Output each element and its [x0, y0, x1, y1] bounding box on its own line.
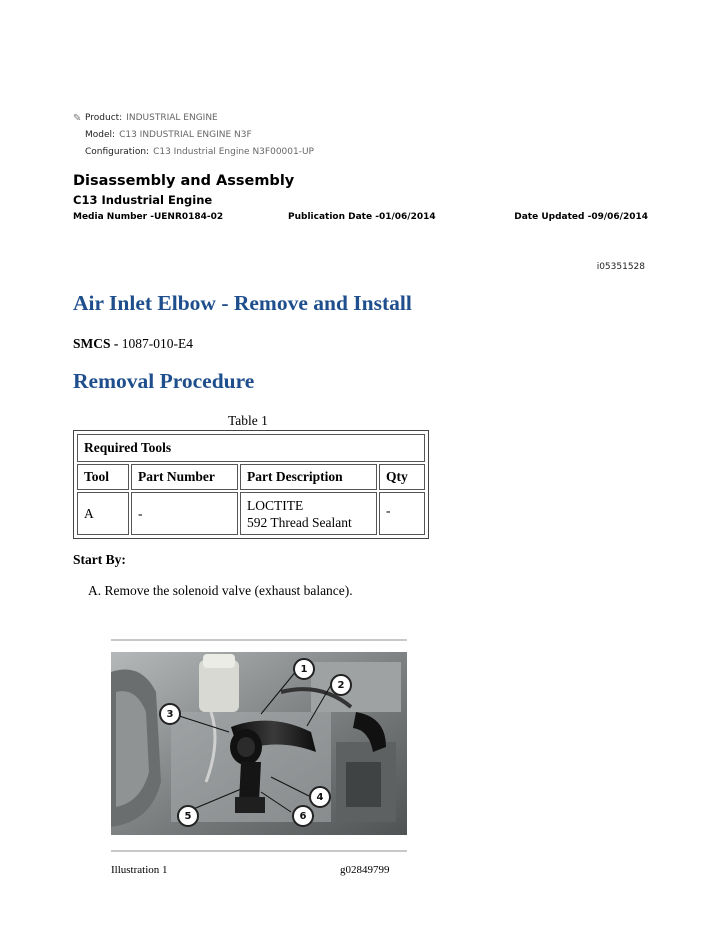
- column-header-part-description: Part Description: [240, 464, 377, 490]
- model-row: [73, 127, 314, 144]
- column-header-qty: Qty: [379, 464, 425, 490]
- table-title: Required Tools: [77, 434, 425, 462]
- table-caption: Table 1: [228, 413, 268, 428]
- media-number: Media Number -UENR0184-02: [73, 212, 224, 222]
- smcs-code: [73, 336, 193, 352]
- wrench-icon: ✎: [73, 113, 82, 124]
- product-label: Product:: [85, 113, 123, 123]
- main-heading: Air Inlet Elbow - Remove and Install: [73, 291, 412, 315]
- callout-6: 6: [292, 805, 314, 827]
- step-a: [88, 583, 353, 599]
- cell-part-description: [240, 492, 377, 535]
- part-description-line-2: 592 Thread Sealant: [247, 514, 352, 530]
- illustration-caption: Illustration 1: [111, 864, 168, 876]
- model-label: Model:: [85, 130, 116, 140]
- config-value: C13 Industrial Engine N3F00001-UP: [153, 147, 314, 157]
- callout-5: 5: [177, 805, 199, 827]
- callout-4: 4: [309, 786, 331, 808]
- step-text: Remove the solenoid valve (exhaust balance).: [104, 583, 353, 598]
- part-description-line-1: LOCTITE: [247, 497, 304, 513]
- column-header-part-number: Part Number: [131, 464, 238, 490]
- callout-3: 3: [159, 703, 181, 725]
- illustration-id: g02849799: [340, 864, 390, 876]
- model-value: C13 INDUSTRIAL ENGINE N3F: [119, 130, 252, 140]
- cell-part-number: -: [131, 492, 238, 535]
- document-title: Disassembly and Assembly: [73, 173, 295, 189]
- callout-2: 2: [330, 674, 352, 696]
- figure-top-rule: [111, 639, 407, 641]
- callout-1: 1: [293, 658, 315, 680]
- removal-heading: Removal Procedure: [73, 369, 255, 393]
- document-subtitle: C13 Industrial Engine: [73, 193, 213, 207]
- smcs-value: 1087-010-E4: [121, 336, 194, 351]
- engine-illustration: [111, 652, 407, 835]
- engine-photo-art: [111, 652, 407, 835]
- document-id: i05351528: [596, 262, 645, 272]
- start-by-label: Start By:: [73, 552, 126, 567]
- publication-date: Publication Date -01/06/2014: [288, 212, 436, 222]
- figure-bottom-rule: [111, 850, 407, 852]
- product-meta: [73, 110, 314, 161]
- required-tools-table: [73, 430, 429, 539]
- date-updated: Date Updated -09/06/2014: [514, 212, 648, 222]
- config-label: Configuration:: [85, 147, 150, 157]
- cell-tool: A: [77, 492, 129, 535]
- config-row: [73, 144, 314, 161]
- cell-qty: -: [379, 492, 425, 535]
- product-value: INDUSTRIAL ENGINE: [126, 113, 218, 123]
- product-row: [73, 110, 314, 127]
- step-marker: A.: [88, 583, 102, 598]
- smcs-label: SMCS -: [73, 336, 119, 351]
- column-header-tool: Tool: [77, 464, 129, 490]
